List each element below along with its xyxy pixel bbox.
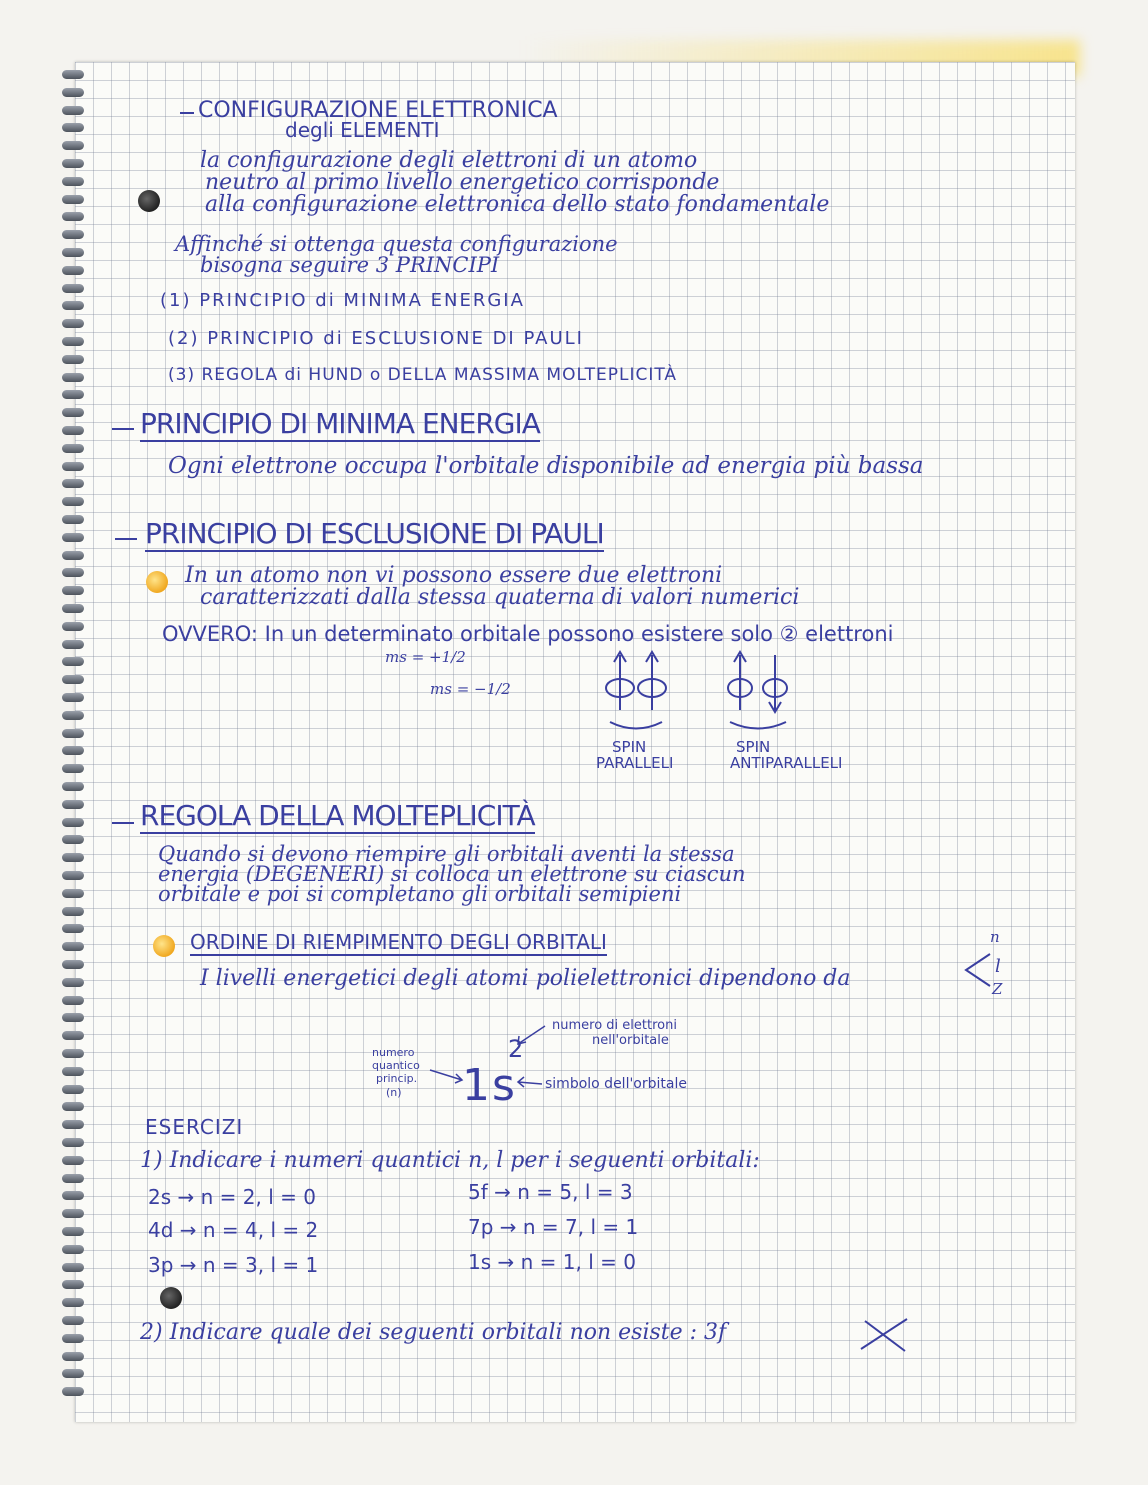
spiral-ring bbox=[62, 355, 84, 364]
spiral-ring bbox=[62, 604, 84, 613]
spiral-ring bbox=[62, 640, 84, 649]
spiral-ring bbox=[62, 853, 84, 862]
spiral-ring bbox=[62, 1031, 84, 1040]
spiral-ring bbox=[62, 337, 84, 346]
spin-parallel-label-1: SPIN bbox=[612, 738, 647, 756]
spiral-ring bbox=[62, 1263, 84, 1272]
spin-diagram bbox=[590, 640, 810, 730]
spiral-ring bbox=[62, 195, 84, 204]
spiral-ring bbox=[62, 390, 84, 399]
spiral-ring bbox=[62, 622, 84, 631]
spiral-ring bbox=[62, 1085, 84, 1094]
section2-bullet-line1: In un atomo non vi possono essere due elettroni bbox=[185, 563, 723, 588]
ms-minus: ms = −1/2 bbox=[430, 680, 511, 698]
spiral-ring bbox=[62, 1334, 84, 1343]
spiral-ring bbox=[62, 675, 84, 684]
spiral-ring bbox=[62, 924, 84, 933]
spiral-ring bbox=[62, 871, 84, 880]
dep-n: n bbox=[990, 928, 1000, 946]
order-text: I livelli energetici degli atomi polielettronici dipendono da bbox=[200, 966, 851, 991]
spiral-ring bbox=[62, 1387, 84, 1396]
spin-antiparallel-label-1: SPIN bbox=[736, 738, 771, 756]
spiral-ring bbox=[62, 1138, 84, 1147]
spiral-ring bbox=[62, 1174, 84, 1183]
spiral-ring bbox=[62, 479, 84, 488]
principle-2: (2) PRINCIPIO di ESCLUSIONE DI PAULI bbox=[168, 328, 584, 349]
answer-right-3: 1s → n = 1, l = 0 bbox=[468, 1250, 636, 1274]
label-n-3: princip. bbox=[376, 1072, 418, 1085]
label-symbol: simbolo dell'orbitale bbox=[545, 1076, 687, 1092]
spiral-ring bbox=[62, 70, 84, 79]
spiral-ring bbox=[62, 729, 84, 738]
spiral-ring bbox=[62, 996, 84, 1005]
spiral-ring bbox=[62, 408, 84, 417]
spiral-ring bbox=[62, 746, 84, 755]
label-n-1: numero bbox=[372, 1046, 415, 1059]
spiral-ring bbox=[62, 462, 84, 471]
spiral-ring bbox=[62, 978, 84, 987]
spiral-ring bbox=[62, 1013, 84, 1022]
spiral-ring bbox=[62, 177, 84, 186]
dep-l: l bbox=[995, 956, 1001, 977]
orbital-symbol: 1s bbox=[462, 1060, 517, 1111]
ms-plus: ms = +1/2 bbox=[385, 648, 466, 666]
spiral-ring bbox=[62, 212, 84, 221]
spiral-ring bbox=[62, 284, 84, 293]
punch-hole bbox=[146, 571, 168, 593]
exercises-heading: ESERCIZI bbox=[145, 1115, 244, 1139]
spiral-ring bbox=[62, 230, 84, 239]
spiral-ring bbox=[62, 373, 84, 382]
dependency-bracket bbox=[960, 950, 996, 990]
label-electrons-2: nell'orbitale bbox=[592, 1033, 669, 1048]
spiral-ring bbox=[62, 586, 84, 595]
spiral-ring bbox=[62, 497, 84, 506]
spiral-ring bbox=[62, 711, 84, 720]
spiral-ring bbox=[62, 123, 84, 132]
answer-left-3: 3p → n = 3, l = 1 bbox=[148, 1253, 319, 1277]
label-n-4: (n) bbox=[386, 1086, 402, 1099]
spiral-ring bbox=[62, 1156, 84, 1165]
section-heading-molteplicita: REGOLA DELLA MOLTEPLICITÀ bbox=[140, 799, 535, 832]
spiral-ring bbox=[62, 942, 84, 951]
spiral-ring bbox=[62, 1191, 84, 1200]
spiral-ring bbox=[62, 301, 84, 310]
exercise-q1: 1) Indicare i numeri quantici n, l per i seguenti orbitali: bbox=[140, 1148, 760, 1173]
spiral-ring bbox=[62, 319, 84, 328]
spiral-ring bbox=[62, 835, 84, 844]
spiral-ring bbox=[62, 1316, 84, 1325]
principles-intro-line2: bisogna seguire 3 PRINCIPI bbox=[200, 253, 500, 277]
intro-line3: alla configurazione elettronica dello stato fondamentale bbox=[205, 192, 830, 217]
spiral-ring bbox=[62, 907, 84, 916]
spiral-ring bbox=[62, 764, 84, 773]
section3-line1: Quando si devono riempire gli orbitali aventi la stessa bbox=[158, 842, 735, 866]
section2-ovvero: OVVERO: In un determinato orbitale possono esistere solo ② elettroni bbox=[162, 622, 894, 646]
spiral-ring bbox=[62, 1067, 84, 1076]
spiral-binding bbox=[62, 70, 92, 1420]
strike-mark bbox=[855, 1315, 915, 1355]
principle-3: (3) REGOLA di HUND o DELLA MASSIMA MOLTEPLICITÀ bbox=[168, 365, 678, 385]
spiral-ring bbox=[62, 1209, 84, 1218]
section2-bullet-line2: caratterizzati dalla stessa quaterna di valori numerici bbox=[200, 585, 800, 610]
section3-line3: orbitale e poi si completano gli orbitali semipieni bbox=[158, 882, 682, 906]
section3-line2: energia (DEGENERI) si colloca un elettrone su ciascun bbox=[158, 862, 746, 886]
spiral-ring bbox=[62, 444, 84, 453]
spiral-ring bbox=[62, 818, 84, 827]
spiral-ring bbox=[62, 693, 84, 702]
spiral-ring bbox=[62, 1280, 84, 1289]
intro-line2: neutro al primo livello energetico corrisponde bbox=[205, 170, 720, 195]
principle-1: (1) PRINCIPIO di MINIMA ENERGIA bbox=[160, 290, 525, 311]
spiral-ring bbox=[62, 1102, 84, 1111]
section-heading-minima-energia: PRINCIPIO DI MINIMA ENERGIA bbox=[140, 407, 540, 440]
spiral-ring bbox=[62, 248, 84, 257]
punch-hole bbox=[160, 1287, 182, 1309]
spiral-ring bbox=[62, 800, 84, 809]
spiral-ring bbox=[62, 106, 84, 115]
spiral-ring bbox=[62, 889, 84, 898]
spiral-ring bbox=[62, 533, 84, 542]
spiral-ring bbox=[62, 1120, 84, 1129]
spiral-ring bbox=[62, 960, 84, 969]
spin-antiparallel-label-2: ANTIPARALLELI bbox=[730, 754, 843, 772]
spin-parallel-label-2: PARALLELI bbox=[596, 754, 674, 772]
order-heading: ORDINE DI RIEMPIMENTO DEGLI ORBITALI bbox=[190, 930, 607, 954]
spiral-ring bbox=[62, 88, 84, 97]
answer-right-2: 7p → n = 7, l = 1 bbox=[468, 1215, 639, 1239]
answer-left-2: 4d → n = 4, l = 2 bbox=[148, 1218, 319, 1242]
spiral-ring bbox=[62, 1049, 84, 1058]
label-electrons-1: numero di elettroni bbox=[552, 1018, 677, 1033]
section1-bullet: Ogni elettrone occupa l'orbitale disponibile ad energia più bassa bbox=[168, 453, 924, 479]
spiral-ring bbox=[62, 515, 84, 524]
spiral-ring bbox=[62, 1227, 84, 1236]
spiral-ring bbox=[62, 266, 84, 275]
spiral-ring bbox=[62, 1298, 84, 1307]
page-title-line1: CONFIGURAZIONE ELETTRONICA bbox=[198, 98, 558, 123]
intro-line1: la configurazione degli elettroni di un atomo bbox=[200, 148, 698, 173]
spiral-ring bbox=[62, 1369, 84, 1378]
dep-z: Z bbox=[992, 980, 1003, 998]
label-n-2: quantico bbox=[372, 1059, 420, 1072]
notation-arrows bbox=[420, 1020, 560, 1100]
punch-hole bbox=[138, 190, 160, 212]
section-heading-pauli: PRINCIPIO DI ESCLUSIONE DI PAULI bbox=[145, 517, 604, 550]
spiral-ring bbox=[62, 782, 84, 791]
orbital-exponent: 2 bbox=[508, 1035, 524, 1063]
spiral-ring bbox=[62, 141, 84, 150]
punch-hole bbox=[153, 935, 175, 957]
spiral-ring bbox=[62, 1352, 84, 1361]
spiral-ring bbox=[62, 657, 84, 666]
spiral-ring bbox=[62, 159, 84, 168]
principles-intro-line1: Affinché si ottenga questa configurazione bbox=[175, 232, 618, 256]
answer-left-1: 2s → n = 2, l = 0 bbox=[148, 1185, 316, 1209]
page-title-line2: degli ELEMENTI bbox=[285, 118, 440, 142]
answer-right-1: 5f → n = 5, l = 3 bbox=[468, 1180, 633, 1204]
spiral-ring bbox=[62, 568, 84, 577]
spiral-ring bbox=[62, 1245, 84, 1254]
spiral-ring bbox=[62, 551, 84, 560]
spiral-ring bbox=[62, 426, 84, 435]
exercise-q2: 2) Indicare quale dei seguenti orbitali non esiste : 3f bbox=[140, 1320, 727, 1345]
